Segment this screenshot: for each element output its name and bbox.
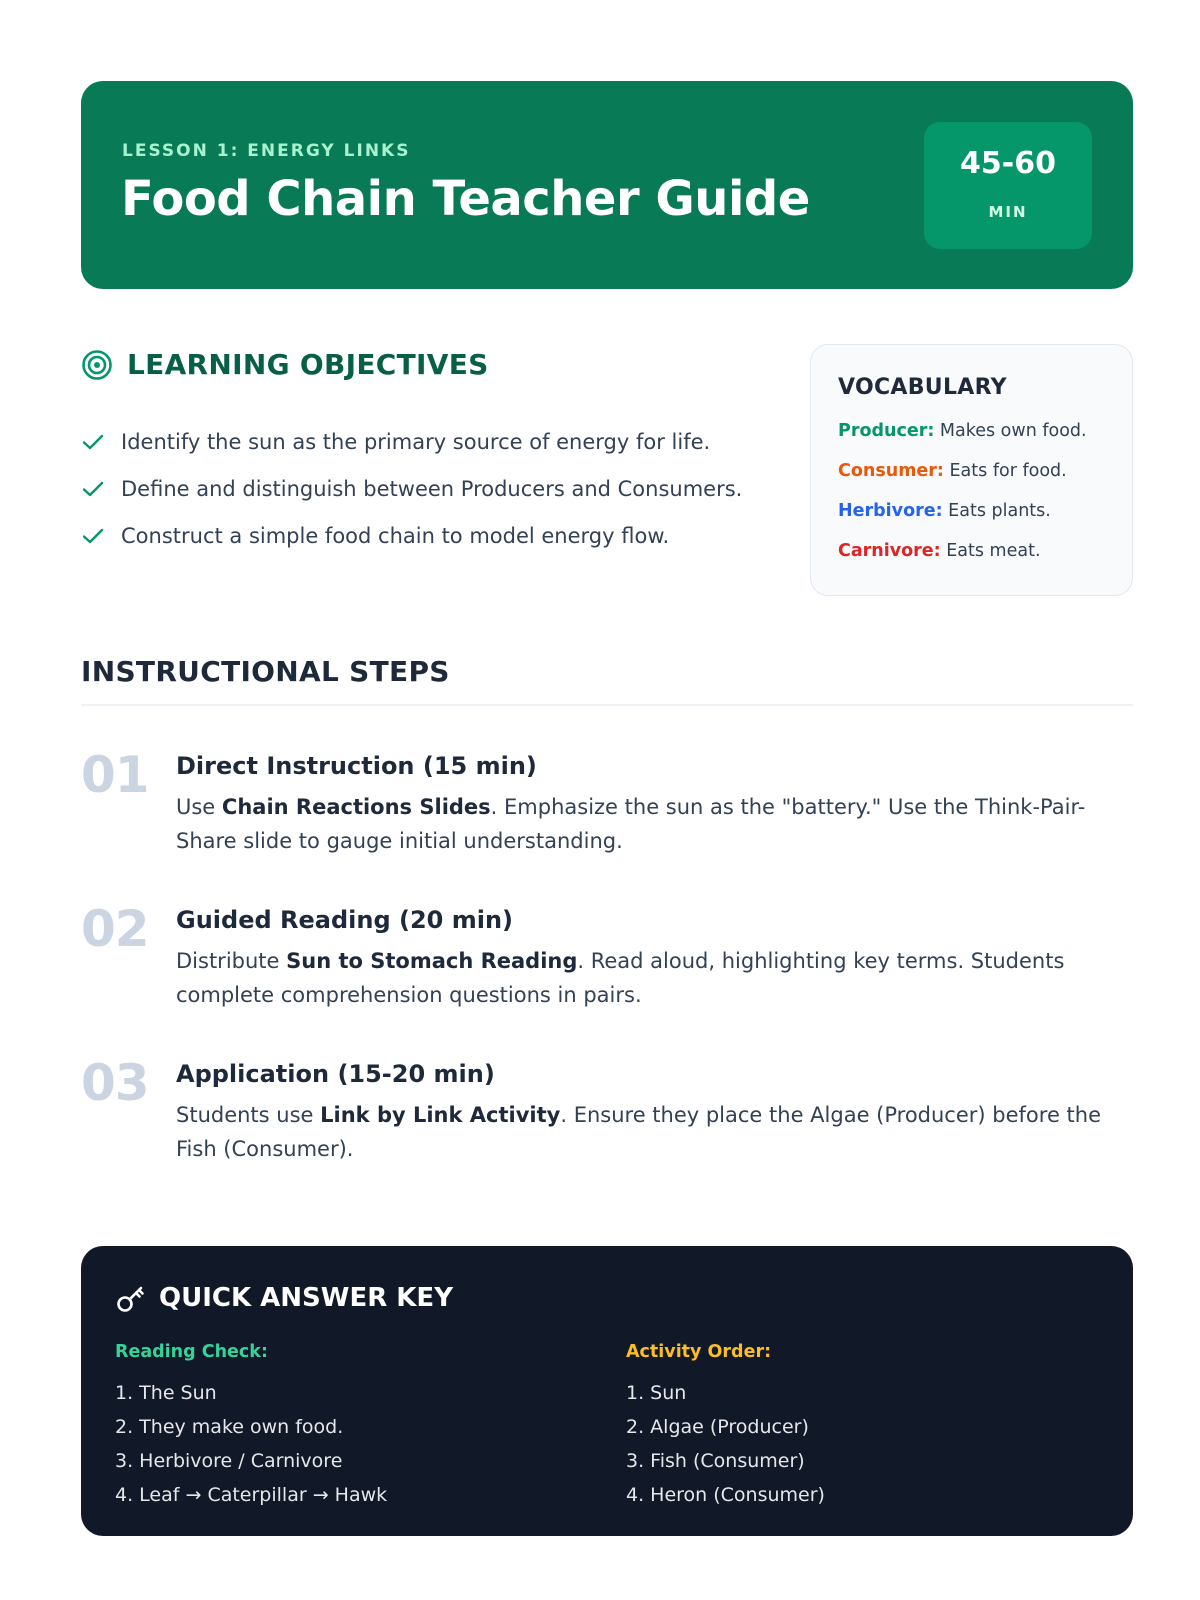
objectives-title: LEARNING OBJECTIVES (127, 348, 489, 381)
target-icon (81, 349, 113, 381)
step-title: Direct Instruction (15 min) (176, 752, 537, 780)
step-description (176, 944, 1136, 1012)
duration-badge (924, 122, 1092, 249)
objectives-heading (81, 348, 489, 381)
vocab-definition: Eats plants. (942, 501, 1051, 521)
step-number: 02 (81, 900, 149, 958)
step-resource: Chain Reactions Slides (221, 795, 491, 819)
objectives-list (81, 418, 742, 559)
column-heading: Activity Order: (626, 1342, 772, 1362)
vocab-term-producer (838, 421, 1087, 441)
vocab-term-carnivore (838, 541, 1041, 561)
duration-unit: MIN (988, 203, 1028, 221)
step-desc-pre: Students use (176, 1103, 321, 1127)
objective-text: Define and distinguish between Producers and Consumers. (121, 476, 743, 501)
step-desc-post: . Ensure they place the Algae (Producer) before the Fish (Consumer). (176, 1103, 1102, 1161)
answer-item: 4. Leaf → Caterpillar → Hawk (115, 1484, 388, 1506)
step-resource: Sun to Stomach Reading (286, 949, 578, 973)
vocab-term: Carnivore: (838, 541, 941, 561)
vocabulary-card (810, 344, 1133, 596)
vocab-definition: Eats meat. (940, 541, 1041, 561)
answer-key-heading (115, 1282, 453, 1314)
answer-item: 2. Algae (Producer) (626, 1416, 809, 1438)
check-icon (81, 430, 105, 454)
duration-value: 45-60 (960, 146, 1056, 181)
answer-item: 4. Heron (Consumer) (626, 1484, 825, 1506)
step-desc-pre: Distribute (176, 949, 287, 973)
objective-item (81, 465, 742, 512)
answer-item: 3. Herbivore / Carnivore (115, 1450, 343, 1472)
vocab-term: Consumer: (838, 461, 944, 481)
key-icon (115, 1282, 147, 1314)
section-divider (81, 704, 1133, 706)
step-description (176, 1098, 1136, 1166)
step-number: 01 (81, 746, 149, 804)
step-number: 03 (81, 1054, 149, 1112)
answer-item: 1. Sun (626, 1382, 687, 1404)
answer-item: 2. They make own food. (115, 1416, 344, 1438)
vocab-term-consumer (838, 461, 1067, 481)
column-heading: Reading Check: (115, 1342, 268, 1362)
step-desc-pre: Use (176, 795, 222, 819)
objective-item (81, 512, 742, 559)
step-resource: Link by Link Activity (320, 1103, 561, 1127)
objective-text: Identify the sun as the primary source of energy for life. (121, 429, 711, 454)
step-description (176, 790, 1136, 858)
answer-key-title: QUICK ANSWER KEY (159, 1283, 454, 1313)
lesson-header (81, 81, 1133, 289)
objective-text: Construct a simple food chain to model energy flow. (121, 523, 670, 548)
answer-item: 1. The Sun (115, 1382, 217, 1404)
answer-key-card (81, 1246, 1133, 1536)
check-icon (81, 524, 105, 548)
step-title: Guided Reading (20 min) (176, 906, 513, 934)
step-title: Application (15-20 min) (176, 1060, 495, 1088)
vocabulary-title: VOCABULARY (838, 375, 1007, 400)
lesson-eyebrow: LESSON 1: ENERGY LINKS (122, 141, 411, 161)
check-icon (81, 477, 105, 501)
vocab-definition: Makes own food. (934, 421, 1087, 441)
page-title: Food Chain Teacher Guide (121, 171, 810, 227)
objective-item (81, 418, 742, 465)
vocab-definition: Eats for food. (943, 461, 1067, 481)
vocab-term: Herbivore: (838, 501, 943, 521)
answer-item: 3. Fish (Consumer) (626, 1450, 805, 1472)
reading-check-column (115, 1342, 387, 1512)
activity-order-column (626, 1342, 825, 1512)
step-desc-post: . Emphasize the sun as the "battery." Use the Think-Pair-Share slide to gauge initial understanding. (176, 795, 1086, 853)
steps-heading: INSTRUCTIONAL STEPS (81, 655, 450, 688)
vocab-term-herbivore (838, 501, 1051, 521)
vocab-term: Producer: (838, 421, 935, 441)
step-desc-post: . Read aloud, highlighting key terms. Students complete comprehension questions in pairs. (176, 949, 1065, 1007)
